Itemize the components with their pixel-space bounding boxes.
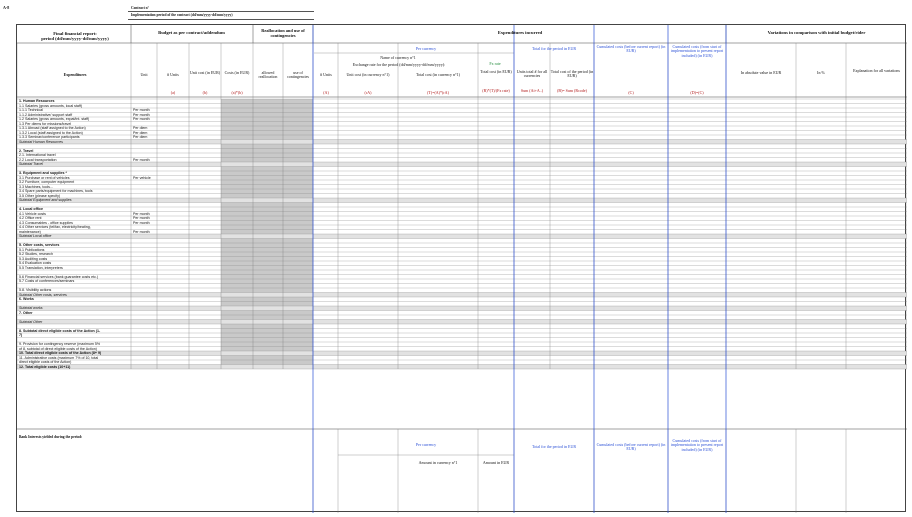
code-total-cost-period: (B)= Sum (Rcode): [557, 88, 587, 93]
per-currency-header: Per currency: [415, 46, 437, 51]
col-use-contingencies: use of contingencies: [287, 70, 309, 80]
row-label: 5.2 Studies, research: [19, 252, 53, 257]
bank-amount-eur: Amount in EUR: [482, 460, 510, 465]
row-label: Subtotal Travel: [19, 162, 43, 167]
col-expenditures: Expenditures: [63, 72, 87, 77]
row-label: Subtotal Equipment and supplies: [19, 198, 72, 203]
col-total-cost-period: Total cost of the period (in EUR): [550, 69, 594, 79]
row-label: 1. Human Resources: [19, 99, 55, 104]
row-unit: Per diem: [133, 130, 148, 135]
code-budget-costs: (a)*(b): [231, 90, 243, 95]
bank-amount-currency: Amount in currency n°1: [418, 460, 458, 465]
row-label: Subtotal Local office: [19, 234, 52, 239]
row-unit: Per month: [133, 211, 150, 216]
row-label: 2. Travel: [19, 148, 34, 153]
row-label: 10. Total direct eligible costs of the Action (8+ 9): [19, 351, 102, 356]
col-cumulated-before: Cumulated costs (before current report) (in EUR): [596, 44, 666, 54]
row-label: Subtotal Other costs, services: [19, 292, 67, 297]
currency-name: Name of currency n°1: [380, 55, 416, 60]
row-unit: Per month: [133, 157, 150, 162]
row-label: 4.2 Office rent: [19, 216, 42, 221]
fx-rate-label: Fx rate: [489, 61, 501, 66]
row-label: 12. Total eligible costs (10+11): [19, 364, 71, 369]
expenditures-group-header: Expenditures incurred: [497, 30, 543, 35]
row-label: 5.5 Translation, interpreters: [19, 265, 63, 270]
col-in-percent: In %: [817, 70, 825, 75]
row-label: 7. Other: [19, 310, 33, 315]
bank-cumulated-start: Cumulated costs (from start of implementation to present report included) (in EUR): [670, 438, 724, 452]
row-label: 3.1 Purchase or rent of vehicles: [19, 175, 70, 180]
row-label: of 8, subtotal of direct eligible costs of the Action): [19, 346, 97, 351]
row-label: 1.3.2 Local (staff assigned to the Action): [19, 130, 83, 135]
col-costs: Costs (in EUR): [224, 70, 250, 75]
contract-box: [128, 4, 314, 21]
col-units-total: Units total # for all currencies: [516, 69, 548, 79]
col-unit: Unit: [140, 72, 148, 77]
row-label: 9. Provision for contingency reserve (maximum 5%: [19, 342, 101, 347]
row-label: 5.8. Visibility actions: [19, 288, 52, 293]
code-unit-cost-currency: (rA): [364, 90, 372, 95]
col-units: # Units: [167, 72, 179, 77]
row-unit: Per month: [133, 117, 150, 122]
row-label: 1.1 Salaries (gross amounts, local staff): [19, 103, 83, 108]
col-total-cost-eur: Total cost (in EUR): [480, 69, 512, 74]
implementation-period-label: Implementation period of the contract (dd/mm/yyyy-dd/mm/yyyy): [131, 13, 233, 17]
col-cumulated-start: Cumulated costs (from start of implementation to present report included) (in EUR): [670, 44, 724, 58]
row-label: 11. Administrative costs (maximum 7% of 10, total: [19, 355, 99, 360]
col-total-cost-currency: Total cost (in currency n°1): [416, 72, 460, 77]
form-code: A-8: [3, 5, 10, 10]
bank-total-period: Total for the period in EUR: [531, 444, 577, 449]
bank-cumulated-before: Cumulated costs (before current report) (in EUR): [596, 442, 666, 452]
col-unit-cost-currency: Unit cost (in currency n°1): [346, 72, 390, 77]
budget-group-header: Budget as per contract/addendum: [158, 30, 225, 35]
variations-group-header: Variations in comparison with initial budget/rider: [767, 30, 866, 35]
row-label: 1.1.1 Technical: [19, 108, 43, 113]
col-abs-value: In absolute value in EUR: [740, 70, 782, 75]
row-label: direct eligible costs of the Action): [19, 360, 72, 365]
row-unit: Per month: [133, 216, 150, 221]
row-label: 3.4 Spare parts/equipment for machines, tools: [19, 189, 93, 194]
row-label: 5.1 Publications: [19, 247, 45, 252]
row-label: Subtotal Human Resources: [19, 139, 63, 144]
col-unit-cost: Unit cost (in EUR): [189, 70, 221, 75]
row-unit: Per month: [133, 229, 150, 234]
row-label: 3.3 Machines, tools...: [19, 184, 53, 189]
row-label: 1.2 Salaries (gross amounts, expat/int. staff): [19, 117, 90, 122]
row-label: 4.3 Consumables - office supplies: [19, 220, 73, 225]
row-label: 1.1.2 Administrative/ support staff: [19, 112, 73, 117]
row-label: 1.3 Per diems for missions/travel: [19, 121, 72, 126]
row-unit: Per diem: [133, 126, 148, 131]
row-label: 3. Equipment and supplies *: [19, 171, 67, 176]
row-label: 2.2 Local transportation: [19, 157, 57, 162]
exchange-rate-label: Exchange rate for the period (dd/mm/yyyy-dd/mm/yyyy):: [352, 62, 446, 67]
col-explanation: Explanation for all variations: [853, 68, 900, 73]
row-unit: Per month: [133, 220, 150, 225]
bank-interest-label: Bank Interests yielded during the period:: [19, 435, 83, 439]
row-label: 3.5 Other (please specify): [19, 193, 61, 198]
code-cumulated-start: (D)=(C): [690, 90, 704, 95]
code-budget-units: (a): [170, 90, 176, 95]
bank-per-currency: Per currency: [415, 442, 437, 447]
code-total-cost-eur: (R)*(T)/(Fx rate): [482, 88, 510, 93]
code-units-total: Sum (Ai+A..): [520, 88, 544, 93]
row-label: Subtotal works: [19, 306, 43, 311]
row-label: 1.3.1 Abroad (staff assigned to the Action): [19, 126, 86, 131]
row-label: 5. Other costs, services: [19, 243, 60, 248]
row-unit: Per month: [133, 112, 150, 117]
row-label: 1.3.3 Seminar/conference participants: [19, 135, 80, 140]
code-budget-unit-cost: (b): [202, 90, 208, 95]
row-label: 6. Works: [19, 297, 34, 302]
row-label: Subtotal Other: [19, 319, 43, 324]
row-label: 5.7 Costs of conferences/seminars: [19, 279, 75, 284]
contract-number-label: Contract n°: [131, 6, 150, 10]
total-period-header: Total for the period in EUR: [531, 46, 577, 51]
row-label: 2.1. International travel: [19, 153, 56, 158]
row-unit: Per month: [133, 108, 150, 113]
row-label: 7): [19, 333, 23, 338]
row-label: 4.4 Other services (tel/fax, electricity/heating,: [19, 225, 91, 230]
row-label: 4.1 Vehicle costs: [19, 211, 46, 216]
report-title-line1: Final financial report:: [53, 31, 97, 36]
row-label: 3.2 Furniture, computer equipment: [19, 180, 75, 185]
expenditure-rows: [17, 25, 907, 513]
row-label: 5.6 Financial services (bank guarantee costs etc.): [19, 274, 99, 279]
col-exp-units: # Units: [320, 72, 332, 77]
row-label: 5.4 Evaluation costs: [19, 261, 52, 266]
row-unit: Per diem: [133, 135, 148, 140]
col-allowed-reallocation: allowed reallocation: [258, 70, 278, 80]
row-label: 4. Local office: [19, 207, 43, 212]
row-label: maintenance): [19, 229, 41, 234]
report-title-line2: period (dd/mm/yyyy-dd/mm/yyyy): [41, 36, 109, 42]
financial-report-sheet: [16, 24, 906, 512]
code-cumulated-before: (C): [628, 90, 634, 95]
row-label: 5.3 Auditing costs: [19, 256, 48, 261]
code-exp-units: (A): [323, 90, 329, 95]
reallocation-group-header: Reallocation and use of contingencies: [261, 28, 305, 38]
row-label: 8. Subtotal direct eligible costs of the Action (1-: [19, 328, 101, 333]
row-unit: Per vehicle: [133, 175, 151, 180]
code-total-cost-currency: (T)=(A)*(rA): [427, 90, 449, 95]
